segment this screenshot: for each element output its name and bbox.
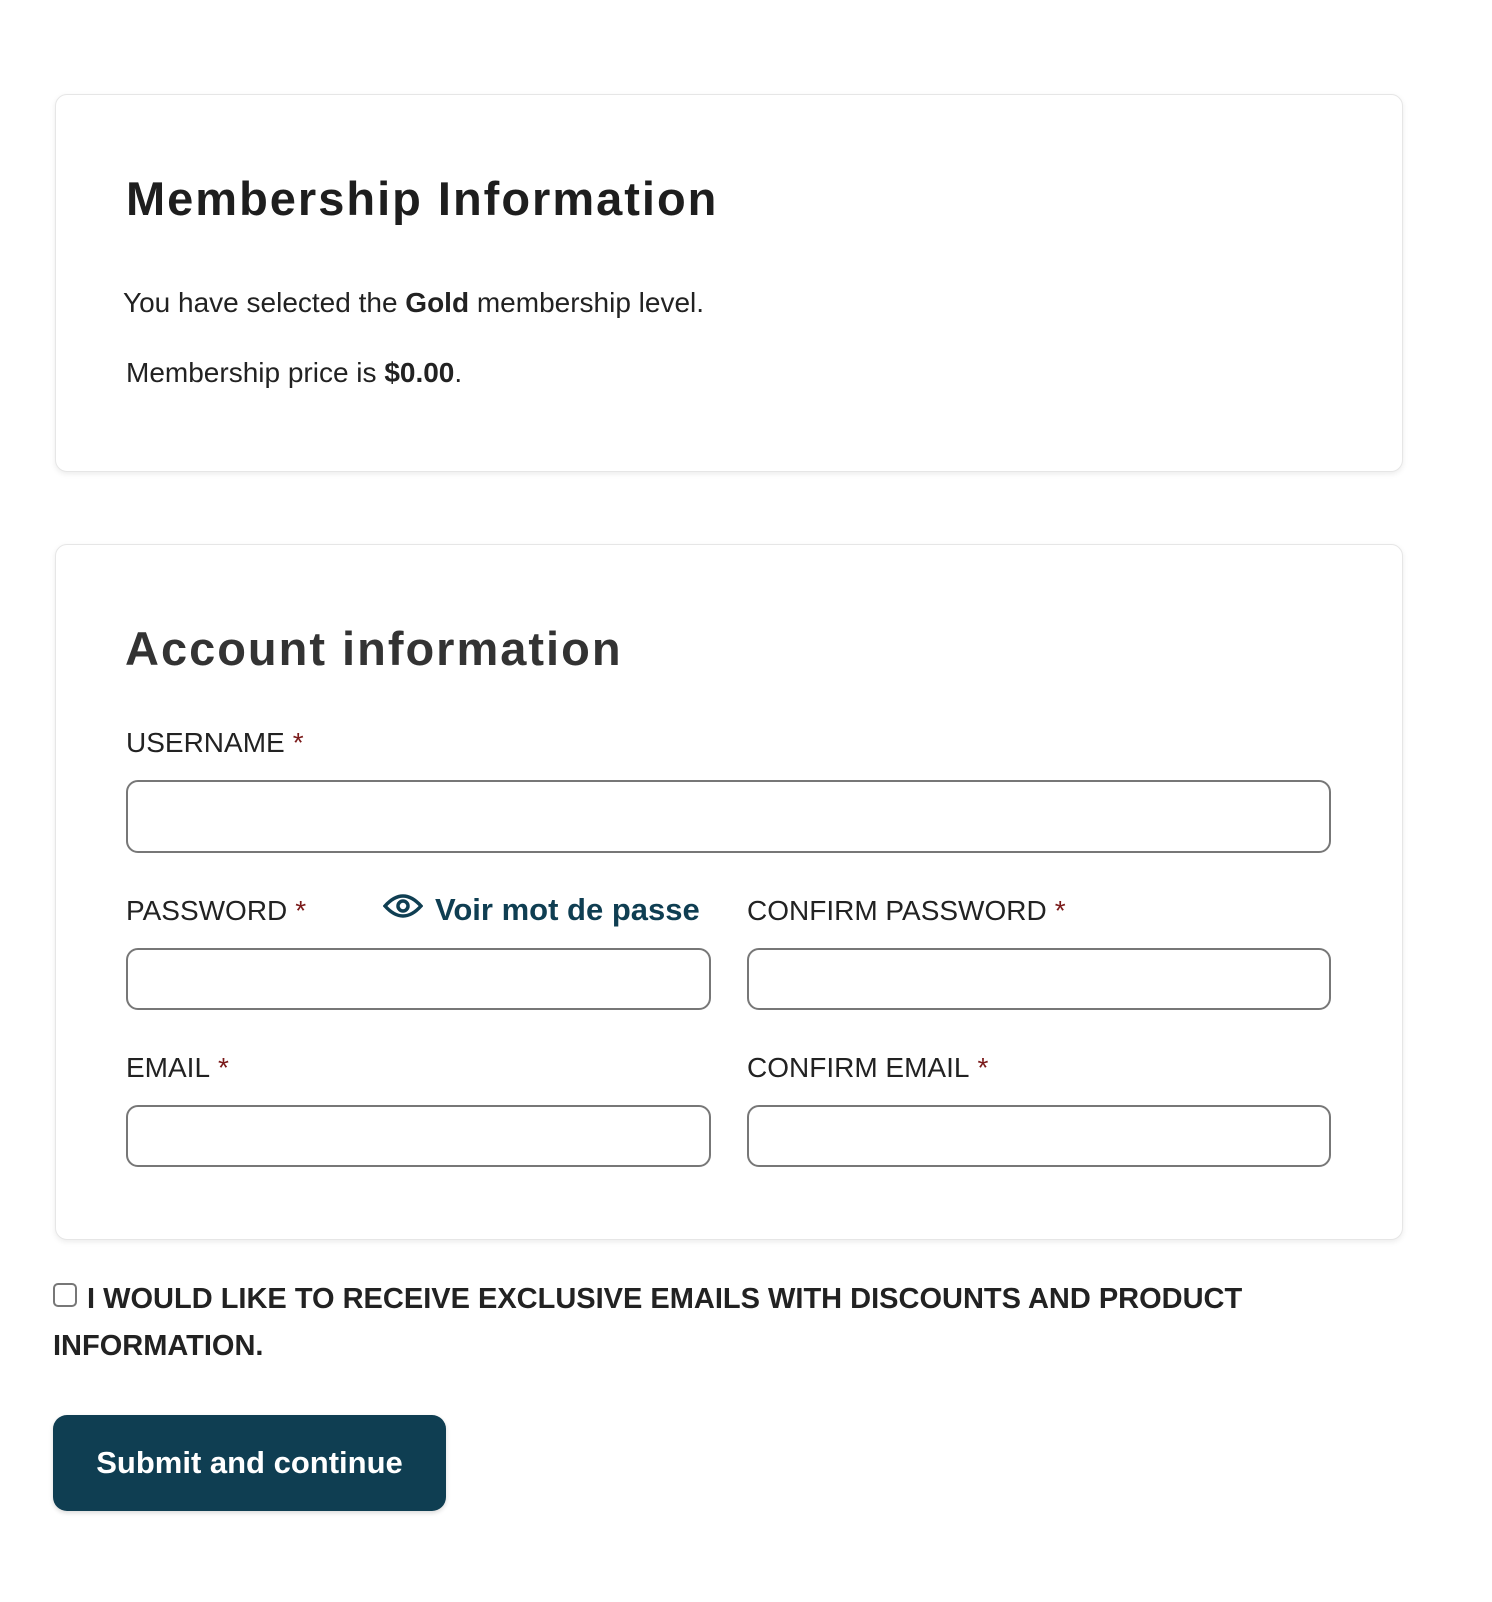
level-prefix: You have selected the [123, 287, 406, 318]
membership-price-text [126, 357, 462, 389]
submit-button[interactable]: Submit and continue [53, 1415, 446, 1511]
required-mark: * [218, 1052, 229, 1083]
confirm-email-input[interactable] [747, 1105, 1331, 1167]
confirm-password-label-text: CONFIRM PASSWORD [747, 895, 1047, 926]
password-input[interactable] [126, 948, 711, 1010]
username-label-text: USERNAME [126, 727, 285, 758]
optin-label[interactable]: I WOULD LIKE TO RECEIVE EXCLUSIVE EMAILS WITH DISCOUNTS AND PRODUCT INFORMATION. [53, 1283, 1243, 1362]
email-label-text: EMAIL [126, 1052, 211, 1083]
show-password-label: Voir mot de passe [435, 892, 700, 927]
required-mark: * [295, 895, 307, 926]
confirm-email-label-text: CONFIRM EMAIL [747, 1052, 970, 1083]
username-input[interactable] [126, 780, 1331, 853]
level-suffix: membership level. [469, 287, 705, 318]
email-label [126, 1052, 229, 1084]
account-card [55, 544, 1403, 1240]
show-password-toggle[interactable] [383, 891, 700, 929]
required-mark: * [1054, 895, 1066, 926]
email-input[interactable] [126, 1105, 711, 1167]
password-label [126, 895, 306, 927]
price-suffix: . [454, 357, 463, 388]
membership-level: Gold [405, 287, 470, 318]
confirm-email-label [747, 1052, 988, 1084]
required-mark: * [292, 727, 304, 758]
confirm-password-label [747, 895, 1066, 927]
membership-title: Membership Information [126, 172, 719, 225]
account-title: Account information [125, 622, 623, 675]
eye-icon [383, 891, 423, 929]
membership-level-text [123, 287, 704, 319]
username-label [126, 727, 304, 759]
membership-price: $0.00 [384, 357, 455, 388]
price-prefix: Membership price is [126, 357, 385, 388]
confirm-password-input[interactable] [747, 948, 1331, 1010]
required-mark: * [977, 1052, 989, 1083]
password-label-text: PASSWORD [126, 895, 288, 926]
membership-card [55, 94, 1403, 472]
